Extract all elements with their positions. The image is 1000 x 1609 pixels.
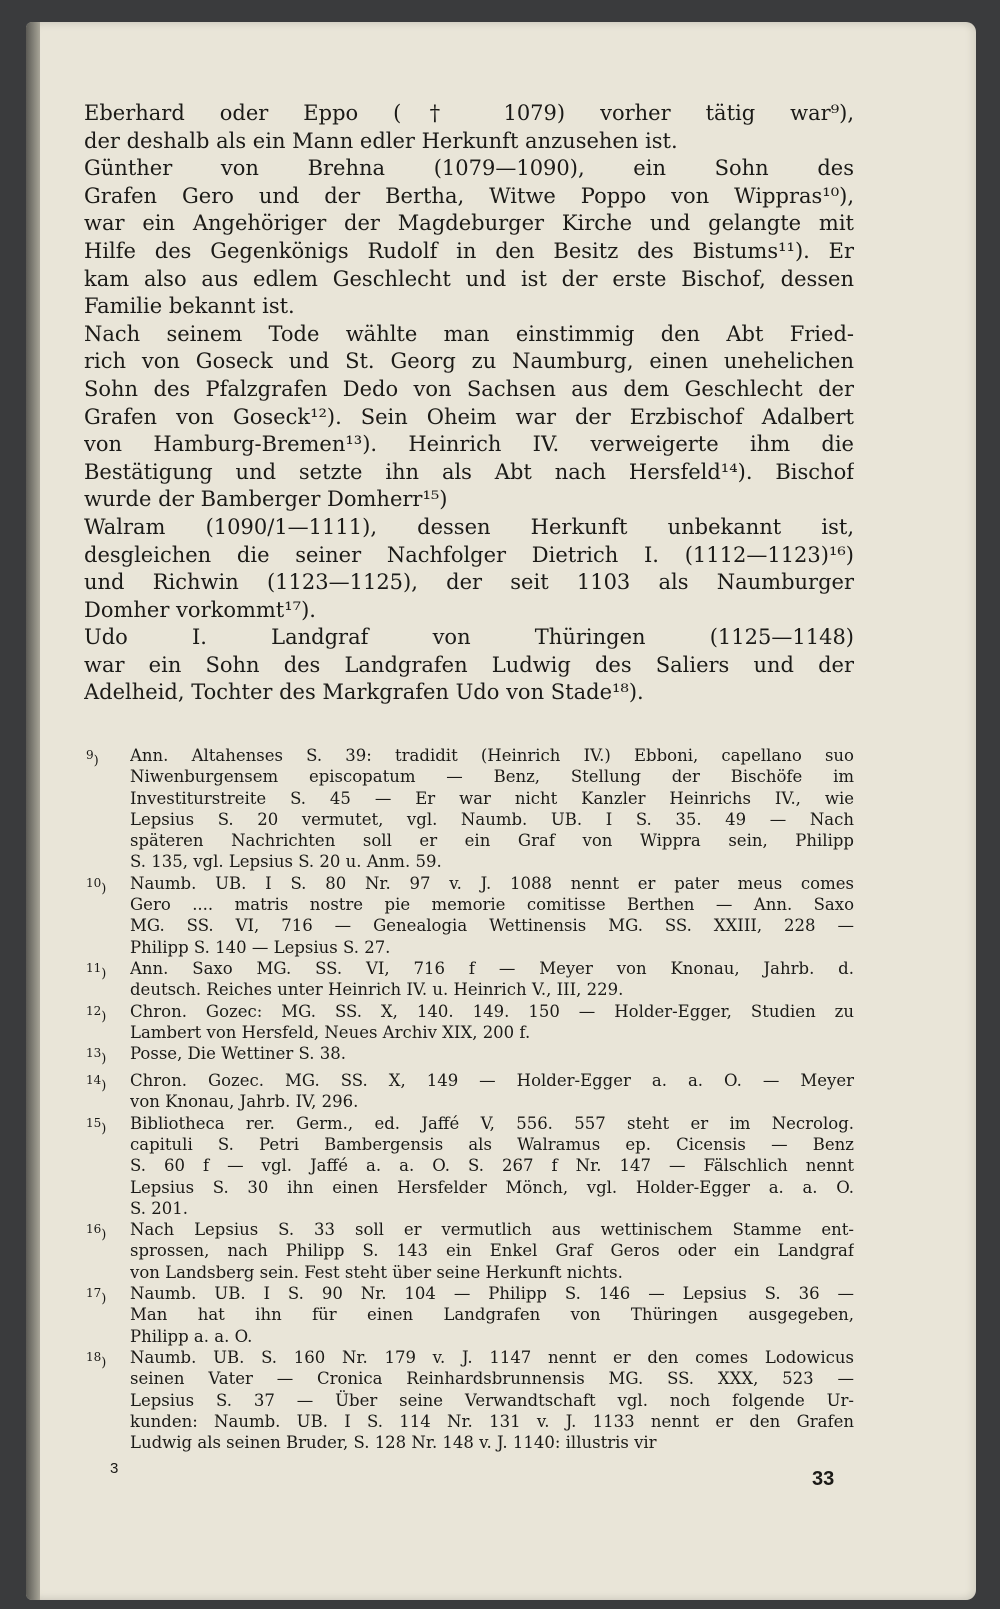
footnote bbox=[84, 958, 854, 1001]
text-line: Familie bekannt ist. bbox=[84, 294, 295, 319]
footnote-line: capituli S. Petri Bambergensis als Walramus ep. Cicensis — Benz bbox=[130, 1134, 854, 1154]
footnote-line: Nach Lepsius S. 33 soll er vermutlich aus wettinischem Stamme ent- bbox=[130, 1220, 854, 1240]
text-line: desgleichen die seiner Nachfolger Dietrich I. (1112—1123)¹⁶) bbox=[84, 542, 854, 567]
footnote-line: Lambert von Hersfeld, Neues Archiv XIX, 200 f. bbox=[130, 1022, 531, 1042]
text-line: Walram (1090/1—1111), dessen Herkunft unbekannt ist, bbox=[84, 514, 854, 539]
text-line: wurde der Bamberger Domherr¹⁵) bbox=[84, 487, 448, 512]
footnote-number: $^{16}$) bbox=[86, 1222, 107, 1243]
footnote-line: Lepsius S. 30 ihn einen Hersfelder Mönch, vgl. Holder-Egger a. a. O. bbox=[130, 1177, 854, 1197]
footnote-line: sprossen, nach Philipp S. 143 ein Enkel Graf Geros oder ein Landgraf bbox=[130, 1241, 854, 1261]
footnote bbox=[84, 1001, 854, 1044]
footnote-line: von Landsberg sein. Fest steht über seine Herkunft nichts. bbox=[130, 1262, 623, 1282]
footnote-line: Niwenburgensem episcopatum — Benz, Stellung der Bischöfe im bbox=[130, 767, 854, 787]
footnote-number-text: 15 bbox=[86, 1115, 102, 1130]
footnote bbox=[84, 1219, 854, 1283]
text-line: Udo I. Landgraf von Thüringen (1125—1148) bbox=[84, 625, 854, 650]
footnote-line: kunden: Naumb. UB. I S. 114 Nr. 131 v. J. 1133 nennt er den Grafen bbox=[130, 1411, 854, 1431]
footnote bbox=[84, 1113, 854, 1219]
text-line: war ein Angehöriger der Magdeburger Kirche und gelangte mit bbox=[84, 211, 854, 236]
footnote-number: $^{14}$) bbox=[86, 1073, 107, 1094]
footnote-line: Lepsius S. 37 — Über seine Verwandtschaft vgl. noch folgende Ur- bbox=[130, 1390, 854, 1410]
footnote-line: S. 135, vgl. Lepsius S. 20 u. Anm. 59. bbox=[130, 852, 442, 872]
text-line: von Hamburg-Bremen¹³). Heinrich IV. verweigerte ihm die bbox=[84, 432, 854, 457]
footnote-number: $^9$) bbox=[86, 748, 99, 769]
footnote-line: Investiturstreite S. 45 — Er war nicht Kanzler Heinrichs IV., wie bbox=[130, 788, 854, 808]
footnote-line: Man hat ihn für einen Landgrafen von Thüringen ausgegeben, bbox=[130, 1305, 854, 1325]
footnote-line: Naumb. UB. S. 160 Nr. 179 v. J. 1147 nennt er den comes Lodowicus bbox=[130, 1347, 854, 1367]
footnote-number: $^{17}$) bbox=[86, 1286, 107, 1307]
footnote-line: S. 201. bbox=[130, 1198, 188, 1218]
footnote bbox=[84, 1043, 854, 1070]
footnote-line: Gero .... matris nostre pie memorie comitisse Berthen — Ann. Saxo bbox=[130, 895, 854, 915]
footnote-number: $^{13}$) bbox=[86, 1046, 107, 1067]
footnote-number-text: 11 bbox=[86, 960, 102, 975]
footnote-line: Lepsius S. 20 vermutet, vgl. Naumb. UB. I S. 35. 49 — Nach bbox=[130, 809, 854, 829]
footnote bbox=[84, 745, 854, 873]
footnote-line: späteren Nachrichten soll er ein Graf von Wippra sein, Philipp bbox=[130, 831, 854, 851]
footnote-line: Philipp S. 140 — Lepsius S. 27. bbox=[130, 937, 391, 957]
footnote-line: Chron. Gozec: MG. SS. X, 140. 149. 150 — Holder-Egger, Studien zu bbox=[130, 1001, 854, 1021]
footnote-line: MG. SS. VI, 716 — Genealogia Wettinensis MG. SS. XXIII, 228 — bbox=[130, 916, 854, 936]
footnote-line: Chron. Gozec. MG. SS. X, 149 — Holder-Egger a. a. O. — Meyer bbox=[130, 1071, 854, 1091]
footnote-line: von Knonau, Jahrb. IV, 296. bbox=[130, 1092, 359, 1112]
footnote-number-text: 18 bbox=[86, 1349, 102, 1364]
text-line: und Richwin (1123—1125), der seit 1103 als Naumburger bbox=[84, 570, 854, 595]
text-line: Bestätigung und setzte ihn als Abt nach Hersfeld¹⁴). Bischof bbox=[84, 459, 854, 484]
text-line: rich von Goseck und St. Georg zu Naumburg, einen unehelichen bbox=[84, 349, 854, 374]
footnote-number-text: 13 bbox=[86, 1046, 102, 1061]
text-line: Adelheid, Tochter des Markgrafen Udo von Stade¹⁸). bbox=[84, 680, 644, 705]
text-line: Grafen von Goseck¹²). Sein Oheim war der Erzbischof Adalbert bbox=[84, 404, 854, 429]
book-spine bbox=[26, 22, 40, 1600]
footnote-number-text: 10 bbox=[86, 875, 102, 890]
footnotes bbox=[84, 745, 854, 1453]
footnote-number-text: 14 bbox=[86, 1073, 102, 1088]
footnote-number-text: 12 bbox=[86, 1003, 102, 1018]
text-line: Hilfe des Gegenkönigs Rudolf in den Besitz des Bistums¹¹). Er bbox=[84, 238, 854, 263]
page-number: 33 bbox=[812, 1468, 835, 1490]
footnote bbox=[84, 1347, 854, 1453]
footnote-line: Bibliotheca rer. Germ., ed. Jaffé V, 556. 557 steht er im Necrolog. bbox=[130, 1113, 854, 1133]
footnote-line: Philipp a. a. O. bbox=[130, 1326, 253, 1346]
text-line: Nach seinem Tode wählte man einstimmig den Abt Fried- bbox=[84, 321, 854, 346]
footnote-number: $^{11}$) bbox=[86, 960, 107, 982]
footnote-line: S. 60 f — vgl. Jaffé a. a. O. S. 267 f Nr. 147 — Fälschlich nennt bbox=[130, 1156, 854, 1176]
footnote-line: Posse, Die Wettiner S. 38. bbox=[130, 1044, 346, 1064]
signature-mark: 3 bbox=[110, 1460, 119, 1477]
footnote bbox=[84, 1283, 854, 1347]
text-line: Sohn des Pfalzgrafen Dedo von Sachsen aus dem Geschlecht der bbox=[84, 376, 854, 401]
text-line: Eberhard oder Eppo († 1079) vorher tätig war⁹), bbox=[84, 101, 854, 125]
footnote-line: Naumb. UB. I S. 80 Nr. 97 v. J. 1088 nennt er pater meus comes bbox=[130, 873, 854, 893]
text-line: Günther von Brehna (1079—1090), ein Sohn des bbox=[84, 156, 854, 181]
footnote-number: $^{12}$) bbox=[86, 1003, 107, 1024]
footnote-line: Ann. Saxo MG. SS. VI, 716 f — Meyer von Knonau, Jahrb. d. bbox=[130, 958, 854, 978]
footnote-number: $^{10}$) bbox=[86, 875, 107, 897]
footnote-number-text: 17 bbox=[86, 1286, 102, 1301]
footnote bbox=[84, 873, 854, 958]
text-line: Domher vorkommt¹⁷). bbox=[84, 597, 316, 622]
text-line: der deshalb als ein Mann edler Herkunft anzusehen ist. bbox=[84, 128, 678, 153]
footnote-line: Naumb. UB. I S. 90 Nr. 104 — Philipp S. 146 — Lepsius S. 36 — bbox=[130, 1284, 854, 1304]
text-line: war ein Sohn des Landgrafen Ludwig des Saliers und der bbox=[84, 652, 854, 677]
main-text bbox=[84, 100, 854, 707]
footnote-number: $^{15}$) bbox=[86, 1115, 107, 1136]
footnote-line: deutsch. Reiches unter Heinrich IV. u. Heinrich V., III, 229. bbox=[130, 980, 624, 1000]
footnote-line: Ann. Altahenses S. 39: tradidit (Heinrich IV.) Ebboni, capellano suo bbox=[130, 746, 854, 765]
text-line: Grafen Gero und der Bertha, Witwe Poppo von Wippras¹⁰), bbox=[84, 183, 854, 208]
footnote-line: Ludwig als seinen Bruder, S. 128 Nr. 148 v. J. 1140: illustris vir bbox=[130, 1433, 657, 1453]
text-line: kam also aus edlem Geschlecht und ist der erste Bischof, dessen bbox=[84, 266, 854, 291]
footnote bbox=[84, 1070, 854, 1113]
footnote-line: seinen Vater — Cronica Reinhardsbrunnensis MG. SS. XXX, 523 — bbox=[130, 1369, 854, 1389]
footnote-number-text: 16 bbox=[86, 1222, 102, 1237]
book-page bbox=[26, 22, 976, 1600]
footnote-number-text: 9 bbox=[86, 748, 94, 762]
footnote-number: $^{18}$) bbox=[86, 1349, 107, 1371]
